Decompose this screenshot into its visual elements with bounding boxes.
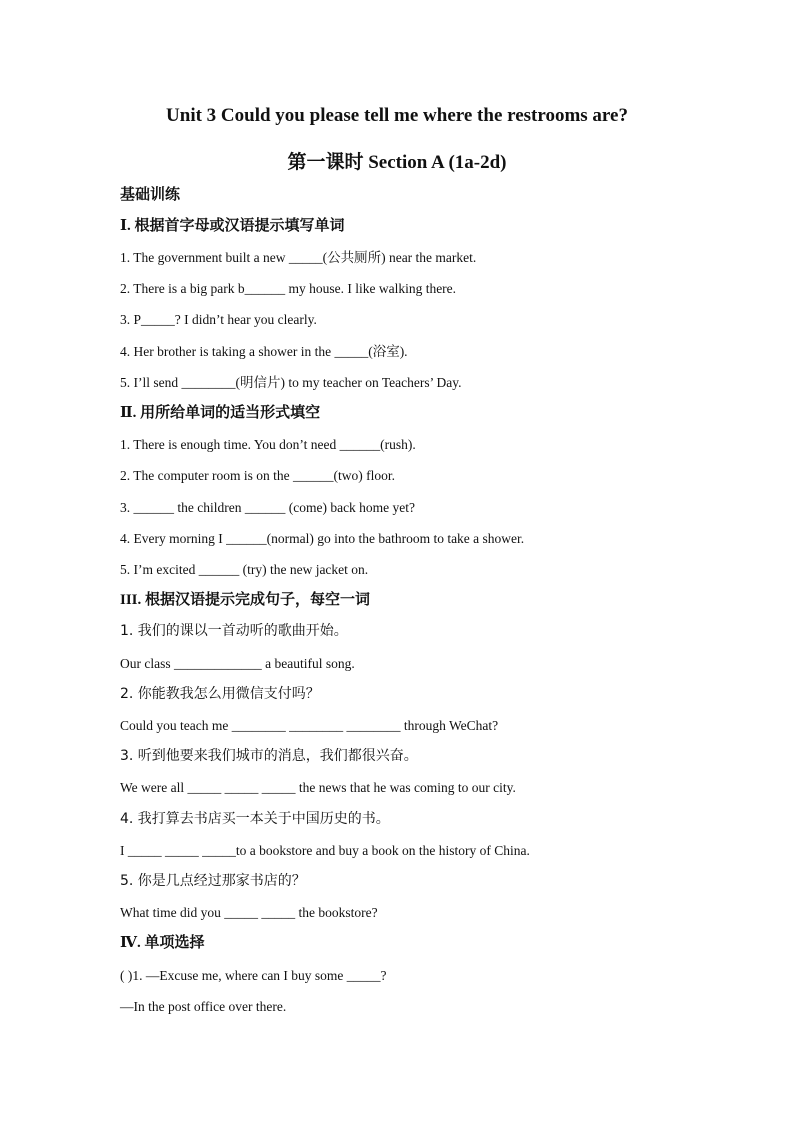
prompt-chinese: 3. 听到他要来我们城市的消息，我们都很兴奋。: [120, 748, 418, 764]
prompt-chinese: 1. 我们的课以一首动听的歌曲开始。: [120, 623, 348, 639]
exercise-line: ( )1. —Excuse me, where can I buy some _____?: [120, 968, 387, 983]
part3-heading: III. 根据汉语提示完成句子，每空一词: [120, 592, 371, 608]
exercise-line: Could you teach me ________ ________ ________ through WeChat?: [120, 718, 499, 733]
exercise-line: We were all _____ _____ _____ the news that he was coming to our city.: [120, 780, 516, 795]
exercise-line: Our class _____________ a beautiful song.: [120, 656, 355, 671]
exercise-line: What time did you _____ _____ the bookstore?: [120, 905, 378, 920]
exercise-line: 4. Every morning I ______(normal) go into the bathroom to take a shower.: [120, 531, 525, 546]
exercise-line: 2. There is a big park b______ my house. I like walking there.: [120, 281, 457, 296]
section-heading: 基础训练: [120, 187, 181, 203]
exercise-line: 1. The government built a new _____(公共厕所) near the market.: [120, 250, 477, 265]
exercise-line: 5. I’m excited ______ (try) the new jacket on.: [120, 562, 369, 577]
exercise-line: 4. Her brother is taking a shower in the _____(浴室).: [120, 344, 408, 359]
prompt-chinese: 5. 你是几点经过那家书店的？: [120, 873, 306, 889]
document-title: Unit 3 Could you please tell me where the restrooms are?: [166, 105, 628, 126]
part2-heading: Ⅱ. 用所给单词的适当形式填空: [120, 405, 321, 421]
exercise-line: I _____ _____ _____to a bookstore and buy a book on the history of China.: [120, 843, 530, 858]
exercise-line: 3. ______ the children ______ (come) back home yet?: [120, 500, 416, 515]
prompt-chinese: 2. 你能教我怎么用微信支付吗？: [120, 686, 320, 702]
part1-heading: Ⅰ. 根据首字母或汉语提示填写单词: [120, 218, 345, 234]
prompt-chinese: 4. 我打算去书店买一本关于中国历史的书。: [120, 811, 390, 827]
exercise-line: 1. There is enough time. You don’t need ______(rush).: [120, 437, 416, 452]
part4-heading: Ⅳ. 单项选择: [120, 935, 205, 951]
exercise-line: —In the post office over there.: [120, 999, 287, 1014]
exercise-line: 5. I’ll send ________(明信片) to my teacher on Teachers’ Day.: [120, 375, 462, 390]
document-subtitle: 第一课时 Section A (1a-2d): [287, 152, 507, 173]
exercise-line: 3. P_____? I didn’t hear you clearly.: [120, 312, 317, 327]
exercise-line: 2. The computer room is on the ______(two) floor.: [120, 468, 395, 483]
